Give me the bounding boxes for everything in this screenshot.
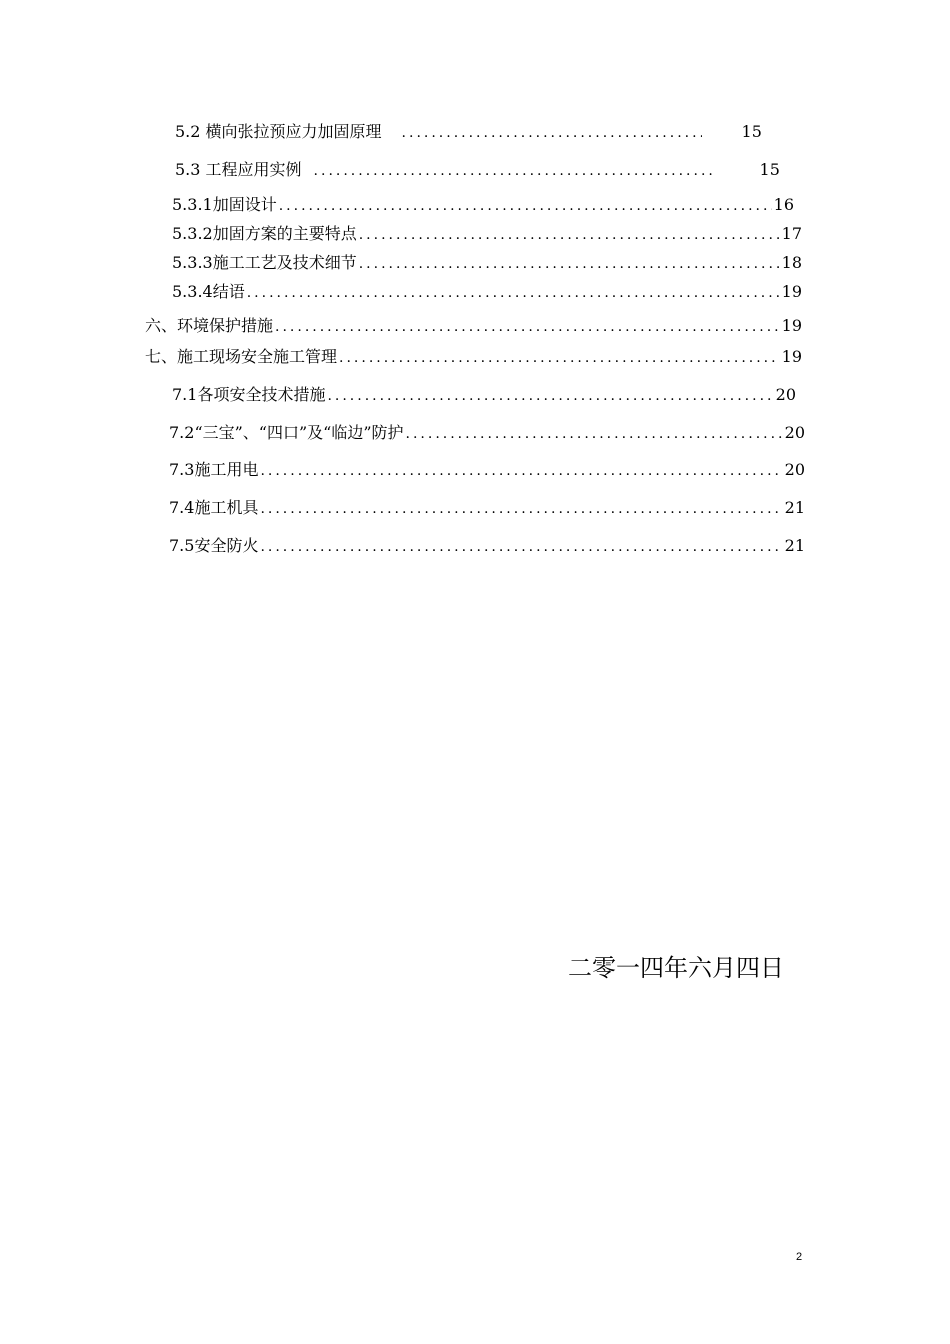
toc-entry-page: 21 [784,498,805,517]
toc-entry[interactable] [172,223,802,245]
toc-entry-label: 7.5安全防火 [169,536,259,555]
toc-entry-label: 5.3.4结语 [172,282,245,301]
toc-entry-page: 18 [781,253,802,272]
toc-entry-label: 5.3 工程应用实例 [175,160,302,179]
toc-entry-page: 16 [773,195,794,214]
toc-dot-leader [279,195,772,217]
toc-entry[interactable] [169,535,805,557]
toc-dot-leader [339,347,780,369]
toc-entry-label: 六、环境保护措施 [145,316,274,335]
toc-entry-page: 20 [784,460,805,479]
toc-dot-leader [327,385,773,407]
toc-dot-leader [359,253,780,275]
toc-entry-label: 5.3.2加固方案的主要特点 [172,224,357,243]
toc-entry-label: 5.2 横向张拉预应力加固原理 [175,122,382,141]
toc-entry[interactable] [169,459,805,481]
toc-entry[interactable] [169,497,805,519]
toc-entry-page: 15 [759,160,780,179]
toc-entry-page: 19 [781,282,802,301]
toc-entry[interactable] [172,194,794,216]
toc-entry[interactable] [172,252,802,274]
toc-entry-label: 7.3施工用电 [169,460,259,479]
toc-entry-label: 5.3.3施工工艺及技术细节 [172,253,357,272]
toc-entry-page: 20 [775,385,796,404]
toc-entry-page: 21 [784,536,805,555]
toc-entry-label: 7.2“三宝”、“四口”及“临边”防护 [169,423,404,442]
toc-dot-leader [260,498,782,520]
toc-dot-leader [275,316,780,338]
toc-dot-leader [247,282,780,304]
table-of-contents [0,0,950,600]
page-number: 2 [796,1251,803,1263]
toc-entry-label: 7.1各项安全技术措施 [172,385,326,404]
toc-dot-leader [260,460,782,482]
toc-entry-page: 19 [781,347,802,366]
toc-entry-page: 20 [784,423,805,442]
toc-entry-label: 7.4施工机具 [169,498,259,517]
toc-entry-label: 七、施工现场安全施工管理 [145,347,338,366]
toc-entry[interactable] [172,281,802,303]
toc-entry[interactable] [169,422,805,444]
toc-dot-leader [260,536,782,558]
toc-entry-page: 15 [741,122,762,141]
toc-dot-leader [406,423,783,445]
toc-dot-leader [314,160,712,182]
document-date: 二零一四年六月四日 [568,954,784,982]
toc-dot-leader [402,122,702,144]
toc-entry[interactable] [172,384,796,406]
toc-entry-label: 5.3.1加固设计 [172,195,277,214]
toc-entry[interactable] [175,121,805,143]
toc-entry[interactable] [175,159,805,181]
toc-entry-page: 19 [781,316,802,335]
toc-entry-page: 17 [781,224,802,243]
toc-entry[interactable] [145,346,802,368]
toc-entry[interactable] [145,315,802,337]
toc-dot-leader [359,224,780,246]
